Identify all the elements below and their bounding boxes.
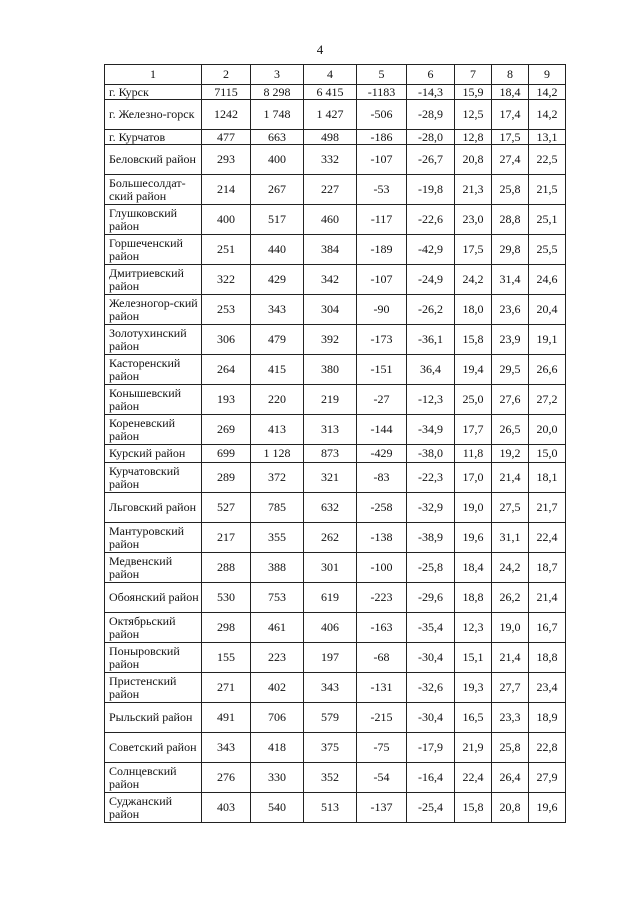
value-cell: 15,9 (455, 85, 492, 100)
table-row (105, 130, 566, 145)
value-cell: 20,4 (529, 295, 566, 325)
table-row (105, 100, 566, 130)
value-cell: 322 (202, 265, 251, 295)
value-cell: 17,5 (455, 235, 492, 265)
table-row (105, 265, 566, 295)
value-cell: 406 (304, 613, 357, 643)
value-cell: 342 (304, 265, 357, 295)
value-cell: 19,0 (492, 613, 529, 643)
table-row (105, 793, 566, 823)
value-cell: 343 (304, 673, 357, 703)
value-cell: 26,2 (492, 583, 529, 613)
value-cell: 27,5 (492, 493, 529, 523)
value-cell: 267 (251, 175, 304, 205)
value-cell: -26,7 (407, 145, 455, 175)
value-cell: -19,8 (407, 175, 455, 205)
value-cell: 15,8 (455, 793, 492, 823)
value-cell: -53 (357, 175, 407, 205)
value-cell: -17,9 (407, 733, 455, 763)
value-cell: -506 (357, 100, 407, 130)
value-cell: 21,4 (529, 583, 566, 613)
value-cell: 304 (304, 295, 357, 325)
value-cell: 288 (202, 553, 251, 583)
district-name: Советский район (105, 733, 202, 763)
value-cell: 19,0 (455, 493, 492, 523)
value-cell: -38,9 (407, 523, 455, 553)
value-cell: 355 (251, 523, 304, 553)
value-cell: 1 427 (304, 100, 357, 130)
value-cell: 14,2 (529, 100, 566, 130)
value-cell: 219 (304, 385, 357, 415)
value-cell: 227 (304, 175, 357, 205)
value-cell: 269 (202, 415, 251, 445)
value-cell: -30,4 (407, 643, 455, 673)
value-cell: 26,5 (492, 415, 529, 445)
table-row (105, 643, 566, 673)
value-cell: 27,7 (492, 673, 529, 703)
district-name: Золотухинский район (105, 325, 202, 355)
column-header: 7 (455, 65, 492, 85)
value-cell: -90 (357, 295, 407, 325)
value-cell: 18,7 (529, 553, 566, 583)
value-cell: 12,5 (455, 100, 492, 130)
table-row (105, 733, 566, 763)
value-cell: 632 (304, 493, 357, 523)
value-cell: 31,1 (492, 523, 529, 553)
value-cell: -16,4 (407, 763, 455, 793)
value-cell: 440 (251, 235, 304, 265)
value-cell: 19,6 (529, 793, 566, 823)
value-cell: 1242 (202, 100, 251, 130)
table-row (105, 205, 566, 235)
value-cell: 21,4 (492, 463, 529, 493)
value-cell: -131 (357, 673, 407, 703)
value-cell: 17,5 (492, 130, 529, 145)
table-row (105, 553, 566, 583)
value-cell: 26,6 (529, 355, 566, 385)
value-cell: 18,8 (455, 583, 492, 613)
value-cell: -186 (357, 130, 407, 145)
value-cell: 7115 (202, 85, 251, 100)
value-cell: 330 (251, 763, 304, 793)
district-name: Глушковский район (105, 205, 202, 235)
value-cell: -28,0 (407, 130, 455, 145)
value-cell: 28,8 (492, 205, 529, 235)
value-cell: 372 (251, 463, 304, 493)
value-cell: 20,8 (492, 793, 529, 823)
value-cell: 19,3 (455, 673, 492, 703)
value-cell: 251 (202, 235, 251, 265)
value-cell: 332 (304, 145, 357, 175)
value-cell: 352 (304, 763, 357, 793)
value-cell: -42,9 (407, 235, 455, 265)
value-cell: 388 (251, 553, 304, 583)
value-cell: -138 (357, 523, 407, 553)
value-cell: 17,4 (492, 100, 529, 130)
value-cell: 579 (304, 703, 357, 733)
value-cell: -223 (357, 583, 407, 613)
district-name: Большесолдат-ский район (105, 175, 202, 205)
district-statistics-table (104, 64, 566, 823)
column-header: 4 (304, 65, 357, 85)
column-header: 6 (407, 65, 455, 85)
district-name: Кореневский район (105, 415, 202, 445)
value-cell: 619 (304, 583, 357, 613)
value-cell: -83 (357, 463, 407, 493)
value-cell: 477 (202, 130, 251, 145)
value-cell: 23,6 (492, 295, 529, 325)
value-cell: 403 (202, 793, 251, 823)
district-name: Горшеченский район (105, 235, 202, 265)
value-cell: 293 (202, 145, 251, 175)
district-name: Дмитриевский район (105, 265, 202, 295)
district-name: Курчатовский район (105, 463, 202, 493)
value-cell: -137 (357, 793, 407, 823)
value-cell: 17,7 (455, 415, 492, 445)
value-cell: 16,7 (529, 613, 566, 643)
district-name: Обоянский район (105, 583, 202, 613)
value-cell: 25,5 (529, 235, 566, 265)
district-name: Льговский район (105, 493, 202, 523)
table-row (105, 415, 566, 445)
value-cell: -151 (357, 355, 407, 385)
value-cell: 253 (202, 295, 251, 325)
value-cell: 264 (202, 355, 251, 385)
value-cell: 301 (304, 553, 357, 583)
value-cell: -26,2 (407, 295, 455, 325)
value-cell: -38,0 (407, 445, 455, 463)
value-cell: 20,0 (529, 415, 566, 445)
column-header: 8 (492, 65, 529, 85)
column-header: 2 (202, 65, 251, 85)
column-header: 1 (105, 65, 202, 85)
value-cell: 384 (304, 235, 357, 265)
district-name: г. Курчатов (105, 130, 202, 145)
value-cell: -107 (357, 145, 407, 175)
value-cell: 413 (251, 415, 304, 445)
district-name: Курский район (105, 445, 202, 463)
value-cell: 540 (251, 793, 304, 823)
value-cell: 461 (251, 613, 304, 643)
value-cell: 276 (202, 763, 251, 793)
value-cell: 31,4 (492, 265, 529, 295)
value-cell: 706 (251, 703, 304, 733)
value-cell: 298 (202, 613, 251, 643)
value-cell: 22,4 (455, 763, 492, 793)
value-cell: 479 (251, 325, 304, 355)
value-cell: -29,6 (407, 583, 455, 613)
value-cell: -36,1 (407, 325, 455, 355)
value-cell: 402 (251, 673, 304, 703)
district-name: Поныровский район (105, 643, 202, 673)
value-cell: 223 (251, 643, 304, 673)
value-cell: 313 (304, 415, 357, 445)
value-cell: 214 (202, 175, 251, 205)
value-cell: 21,4 (492, 643, 529, 673)
district-name: Суджанский район (105, 793, 202, 823)
district-name: г. Железно-горск (105, 100, 202, 130)
value-cell: 663 (251, 130, 304, 145)
value-cell: 262 (304, 523, 357, 553)
value-cell: 343 (251, 295, 304, 325)
value-cell: 21,5 (529, 175, 566, 205)
value-cell: 22,8 (529, 733, 566, 763)
value-cell: 392 (304, 325, 357, 355)
value-cell: 19,6 (455, 523, 492, 553)
table-row (105, 325, 566, 355)
value-cell: -117 (357, 205, 407, 235)
value-cell: -27 (357, 385, 407, 415)
value-cell: 15,1 (455, 643, 492, 673)
table-row (105, 493, 566, 523)
value-cell: 23,3 (492, 703, 529, 733)
value-cell: -12,3 (407, 385, 455, 415)
value-cell: 22,4 (529, 523, 566, 553)
value-cell: 29,5 (492, 355, 529, 385)
value-cell: 753 (251, 583, 304, 613)
value-cell: 21,3 (455, 175, 492, 205)
value-cell: 12,8 (455, 130, 492, 145)
value-cell: 27,2 (529, 385, 566, 415)
table-row (105, 145, 566, 175)
value-cell: 873 (304, 445, 357, 463)
value-cell: 18,9 (529, 703, 566, 733)
value-cell: 513 (304, 793, 357, 823)
value-cell: -32,6 (407, 673, 455, 703)
value-cell: 24,2 (492, 553, 529, 583)
value-cell: 24,2 (455, 265, 492, 295)
value-cell: 380 (304, 355, 357, 385)
value-cell: -25,4 (407, 793, 455, 823)
district-name: Октябрьский район (105, 613, 202, 643)
value-cell: -22,3 (407, 463, 455, 493)
district-name: г. Курск (105, 85, 202, 100)
value-cell: 193 (202, 385, 251, 415)
value-cell: 18,4 (455, 553, 492, 583)
value-cell: 19,1 (529, 325, 566, 355)
value-cell: 429 (251, 265, 304, 295)
value-cell: 498 (304, 130, 357, 145)
value-cell: 23,4 (529, 673, 566, 703)
value-cell: 27,9 (529, 763, 566, 793)
district-name: Мантуровский район (105, 523, 202, 553)
value-cell: -54 (357, 763, 407, 793)
value-cell: 418 (251, 733, 304, 763)
value-cell: 699 (202, 445, 251, 463)
value-cell: -35,4 (407, 613, 455, 643)
value-cell: -100 (357, 553, 407, 583)
value-cell: 785 (251, 493, 304, 523)
column-header: 3 (251, 65, 304, 85)
value-cell: 271 (202, 673, 251, 703)
value-cell: 25,0 (455, 385, 492, 415)
value-cell: -68 (357, 643, 407, 673)
district-name: Медвенский район (105, 553, 202, 583)
value-cell: 22,5 (529, 145, 566, 175)
value-cell: -32,9 (407, 493, 455, 523)
value-cell: 18,1 (529, 463, 566, 493)
value-cell: 375 (304, 733, 357, 763)
value-cell: 415 (251, 355, 304, 385)
value-cell: 23,9 (492, 325, 529, 355)
value-cell: 491 (202, 703, 251, 733)
table-row (105, 385, 566, 415)
value-cell: 400 (202, 205, 251, 235)
value-cell: 19,4 (455, 355, 492, 385)
value-cell: -28,9 (407, 100, 455, 130)
value-cell: 20,8 (455, 145, 492, 175)
district-name: Пристенский район (105, 673, 202, 703)
value-cell: 29,8 (492, 235, 529, 265)
table-row (105, 703, 566, 733)
value-cell: 21,9 (455, 733, 492, 763)
district-name: Солнцевский район (105, 763, 202, 793)
value-cell: 18,4 (492, 85, 529, 100)
value-cell: -144 (357, 415, 407, 445)
table-row (105, 763, 566, 793)
value-cell: -258 (357, 493, 407, 523)
value-cell: 220 (251, 385, 304, 415)
value-cell: -24,9 (407, 265, 455, 295)
value-cell: 16,5 (455, 703, 492, 733)
value-cell: 400 (251, 145, 304, 175)
value-cell: 15,0 (529, 445, 566, 463)
value-cell: 26,4 (492, 763, 529, 793)
value-cell: -215 (357, 703, 407, 733)
table-row (105, 235, 566, 265)
page-number: 4 (316, 42, 324, 57)
table-row (105, 583, 566, 613)
value-cell: -30,4 (407, 703, 455, 733)
value-cell: 11,8 (455, 445, 492, 463)
value-cell: 25,1 (529, 205, 566, 235)
value-cell: 1 128 (251, 445, 304, 463)
value-cell: 24,6 (529, 265, 566, 295)
value-cell: 19,2 (492, 445, 529, 463)
table-row (105, 613, 566, 643)
value-cell: 15,8 (455, 325, 492, 355)
district-name: Железногор-ский район (105, 295, 202, 325)
district-name: Конышевский район (105, 385, 202, 415)
value-cell: -163 (357, 613, 407, 643)
table-row (105, 175, 566, 205)
table-row (105, 673, 566, 703)
district-name: Рыльский район (105, 703, 202, 733)
value-cell: 27,6 (492, 385, 529, 415)
value-cell: 36,4 (407, 355, 455, 385)
value-cell: -107 (357, 265, 407, 295)
value-cell: -173 (357, 325, 407, 355)
value-cell: 517 (251, 205, 304, 235)
district-name: Беловский район (105, 145, 202, 175)
value-cell: 460 (304, 205, 357, 235)
table-row (105, 523, 566, 553)
value-cell: 12,3 (455, 613, 492, 643)
value-cell: -189 (357, 235, 407, 265)
value-cell: 21,7 (529, 493, 566, 523)
value-cell: 18,8 (529, 643, 566, 673)
value-cell: 197 (304, 643, 357, 673)
value-cell: 530 (202, 583, 251, 613)
value-cell: 1 748 (251, 100, 304, 130)
column-header: 9 (529, 65, 566, 85)
value-cell: 23,0 (455, 205, 492, 235)
value-cell: 17,0 (455, 463, 492, 493)
value-cell: -75 (357, 733, 407, 763)
column-header: 5 (357, 65, 407, 85)
value-cell: 321 (304, 463, 357, 493)
value-cell: 25,8 (492, 733, 529, 763)
value-cell: -14,3 (407, 85, 455, 100)
value-cell: 27,4 (492, 145, 529, 175)
value-cell: 13,1 (529, 130, 566, 145)
value-cell: 527 (202, 493, 251, 523)
table-row (105, 295, 566, 325)
value-cell: -1183 (357, 85, 407, 100)
value-cell: 155 (202, 643, 251, 673)
value-cell: 25,8 (492, 175, 529, 205)
table-row (105, 355, 566, 385)
district-name: Касторенский район (105, 355, 202, 385)
value-cell: -22,6 (407, 205, 455, 235)
table-row (105, 85, 566, 100)
value-cell: 6 415 (304, 85, 357, 100)
value-cell: -429 (357, 445, 407, 463)
value-cell: 289 (202, 463, 251, 493)
value-cell: 217 (202, 523, 251, 553)
table-row (105, 445, 566, 463)
value-cell: -34,9 (407, 415, 455, 445)
value-cell: 18,0 (455, 295, 492, 325)
header-row (105, 65, 566, 85)
value-cell: 14,2 (529, 85, 566, 100)
value-cell: -25,8 (407, 553, 455, 583)
value-cell: 343 (202, 733, 251, 763)
table-row (105, 463, 566, 493)
value-cell: 306 (202, 325, 251, 355)
value-cell: 8 298 (251, 85, 304, 100)
